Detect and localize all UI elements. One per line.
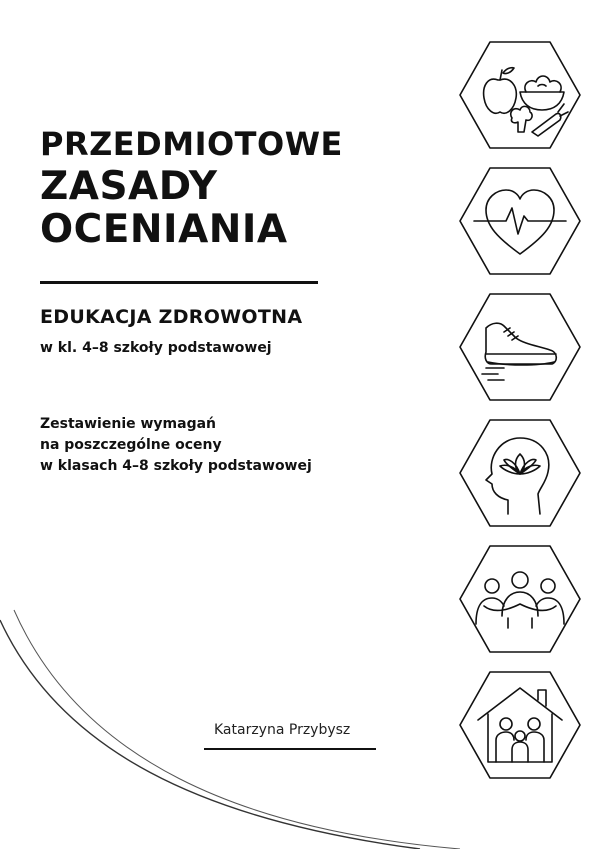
title-line-2: ZASADY [40, 164, 218, 209]
grade-range: w kl. 4–8 szkoły podstawowej [40, 340, 272, 356]
mental-health-lotus-icon [458, 418, 582, 528]
title-line-1: PRZEDMIOTOWE [40, 125, 343, 163]
author-underline [204, 748, 376, 750]
community-people-icon [458, 544, 582, 654]
document-title [40, 125, 343, 252]
community-hexagon [458, 544, 582, 654]
family-home-icon [458, 670, 582, 780]
mental-health-hexagon [458, 418, 582, 528]
subject-heading: EDUKACJA ZDROWOTNA [40, 306, 303, 328]
description-line-1: Zestawienie wymagań [40, 416, 217, 432]
description-block [40, 414, 312, 477]
healthy-food-hexagon [458, 40, 582, 150]
author-name: Katarzyna Przybysz [214, 722, 351, 738]
healthy-food-icon [458, 40, 582, 150]
running-shoe-hexagon [458, 292, 582, 402]
heartbeat-hexagon [458, 166, 582, 276]
heartbeat-icon [458, 166, 582, 276]
family-home-hexagon [458, 670, 582, 780]
description-line-3: w klasach 4–8 szkoły podstawowej [40, 458, 312, 474]
running-shoe-icon [458, 292, 582, 402]
title-divider [40, 281, 318, 284]
title-line-3: OCENIANIA [40, 207, 288, 252]
description-line-2: na poszczególne oceny [40, 437, 222, 453]
